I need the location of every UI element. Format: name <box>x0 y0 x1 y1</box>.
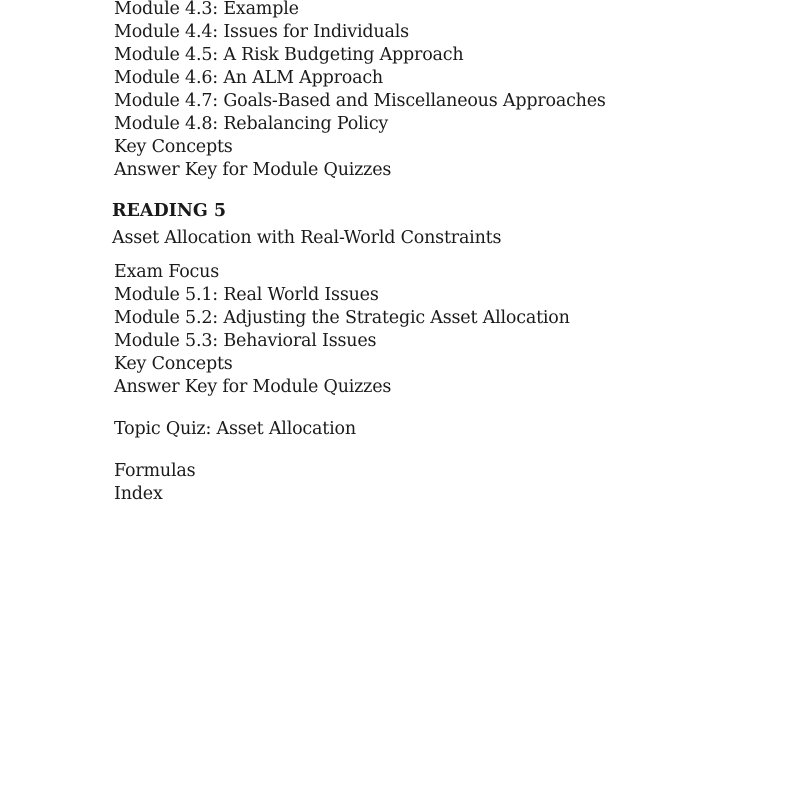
toc-entry-key-concepts-4[interactable]: Key Concepts <box>114 137 233 157</box>
reading-5-heading: READING 5 <box>112 201 227 221</box>
toc-entry-formulas[interactable]: Formulas <box>114 461 196 481</box>
toc-entry-answer-key-5[interactable]: Answer Key for Module Quizzes <box>114 377 392 397</box>
toc-entry-answer-key-4[interactable]: Answer Key for Module Quizzes <box>114 160 392 180</box>
toc-entry-module-5-3[interactable]: Module 5.3: Behavioral Issues <box>114 331 377 351</box>
reading-5-title[interactable]: Asset Allocation with Real-World Constraints <box>112 228 502 248</box>
toc-entry-index[interactable]: Index <box>114 484 163 504</box>
toc-entry-key-concepts-5[interactable]: Key Concepts <box>114 354 233 374</box>
toc-entry-topic-quiz[interactable]: Topic Quiz: Asset Allocation <box>114 419 356 439</box>
toc-entry-module-4-6[interactable]: Module 4.6: An ALM Approach <box>114 68 383 88</box>
toc-entry-module-4-4[interactable]: Module 4.4: Issues for Individuals <box>114 22 409 42</box>
toc-entry-module-5-1[interactable]: Module 5.1: Real World Issues <box>114 285 379 305</box>
toc-entry-exam-focus-5[interactable]: Exam Focus <box>114 262 220 282</box>
toc-entry-module-4-3[interactable]: Module 4.3: Example <box>114 0 299 19</box>
toc-entry-module-4-7[interactable]: Module 4.7: Goals-Based and Miscellaneous Approaches <box>114 91 606 111</box>
toc-entry-module-5-2[interactable]: Module 5.2: Adjusting the Strategic Asset Allocation <box>114 308 570 328</box>
toc-entry-module-4-5[interactable]: Module 4.5: A Risk Budgeting Approach <box>114 45 464 65</box>
toc-entry-module-4-8[interactable]: Module 4.8: Rebalancing Policy <box>114 114 389 134</box>
